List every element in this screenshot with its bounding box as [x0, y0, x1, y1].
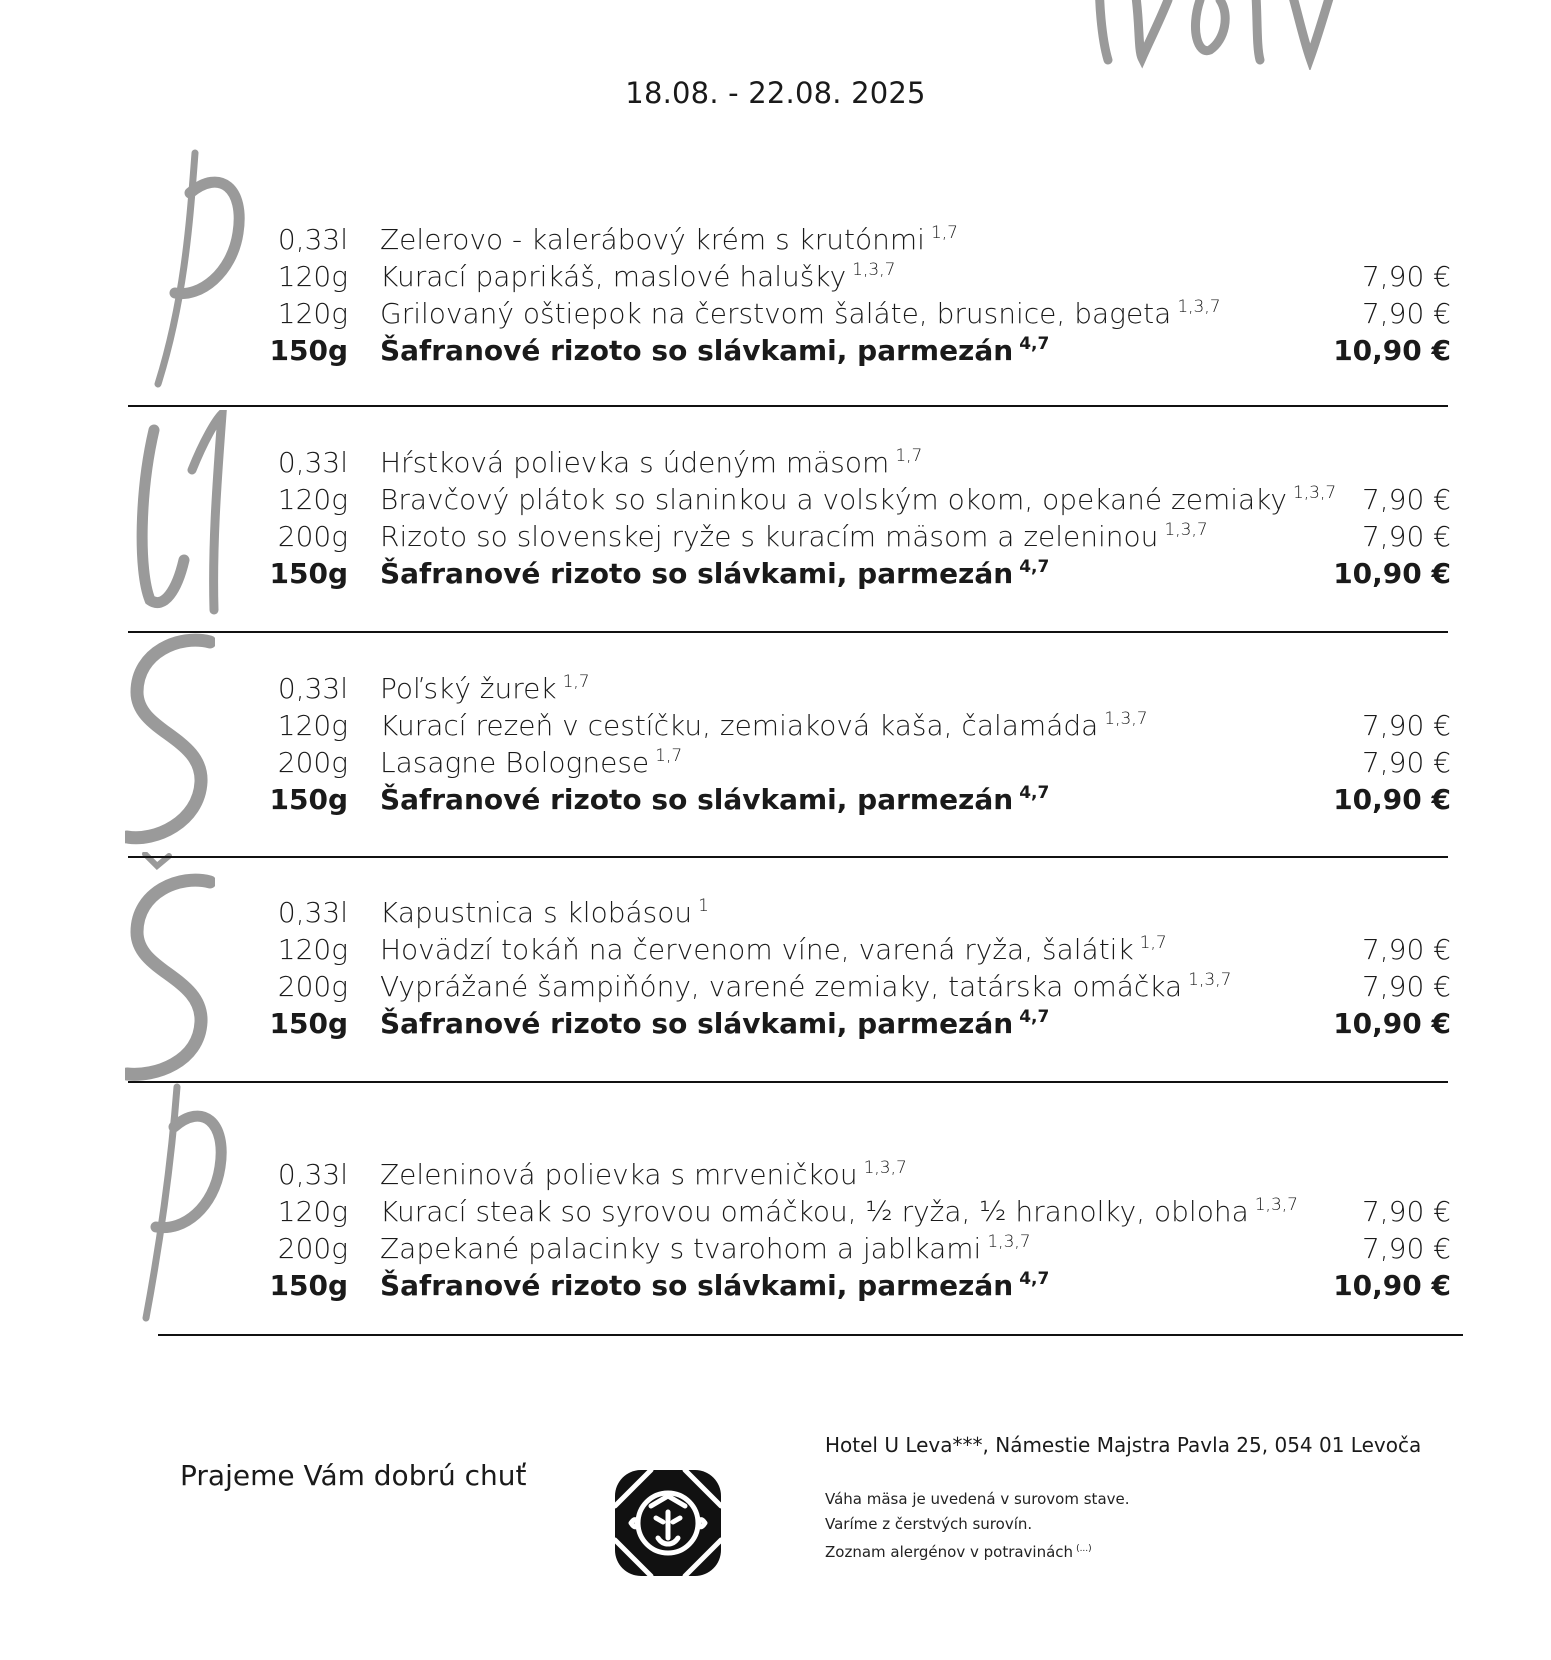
day-divider: [128, 405, 1448, 407]
soup-row: [0, 223, 1551, 260]
bon-appetit-text: Prajeme Vám dobrú chuť: [180, 1459, 527, 1492]
dish-price: 10,90 €: [1333, 1269, 1451, 1302]
note-line: Zoznam alergénov v potravinách (...): [825, 1543, 1092, 1561]
allergen-codes: 4,7: [1019, 334, 1050, 354]
main-dish-row: [0, 1232, 1551, 1269]
dish-price: 10,90 €: [1333, 334, 1451, 367]
hotel-address: Hotel U Leva***, Námestie Majstra Pavla 25, 054 01 Levoča: [825, 1433, 1422, 1457]
portion-size: 150g: [269, 1269, 348, 1302]
day-divider: [128, 1081, 1448, 1083]
portion-size: 200g: [277, 1232, 348, 1265]
dish-name: Vyprážané šampiňóny, varené zemiaky, tatárska omáčka $^{1,3,7}$: [380, 970, 1232, 1003]
dish-price: 7,90 €: [1361, 297, 1451, 330]
dish-name: Grilovaný oštiepok na čerstvom šaláte, brusnice, bageta $^{1,3,7}$: [380, 297, 1221, 330]
portion-size: 150g: [269, 783, 348, 816]
allergen-codes: 4,7: [1019, 557, 1050, 577]
main-dish-row: [0, 483, 1551, 520]
allergen-codes: 1,3,7: [852, 260, 896, 280]
portion-size: 150g: [269, 557, 348, 590]
portion-size: 0,33l: [277, 672, 348, 705]
dish-name: Kapustnica s klobásou $^1$: [380, 896, 709, 929]
dish-name: Zeleninová polievka s mrveničkou $^{1,3,7}$: [380, 1158, 907, 1191]
portion-size: 120g: [277, 483, 348, 516]
portion-size: 120g: [277, 709, 348, 742]
dish-price: 7,90 €: [1361, 483, 1451, 516]
dish-price: 10,90 €: [1333, 783, 1451, 816]
special-dish-row: [0, 557, 1551, 594]
main-dish-row: [0, 297, 1551, 334]
dish-name: Rizoto so slovenskej ryže s kuracím mäsom a zeleninou $^{1,3,7}$: [380, 520, 1208, 553]
main-dish-row: [0, 933, 1551, 970]
dish-name: Šafranové rizoto so slávkami, parmezán $^{4,7}$: [380, 557, 1050, 590]
allergen-codes: 1,3,7: [863, 1158, 907, 1178]
portion-size: 120g: [277, 260, 348, 293]
portion-size: 200g: [277, 970, 348, 1003]
allergen-codes: 4,7: [1019, 1007, 1050, 1027]
allergen-codes: 1: [698, 896, 709, 916]
allergen-codes: 1,7: [930, 223, 958, 243]
dish-name: Lasagne Bolognese $^{1,7}$: [380, 746, 683, 779]
dish-name: Šafranové rizoto so slávkami, parmezán $^{4,7}$: [380, 1007, 1050, 1040]
dish-price: 7,90 €: [1361, 709, 1451, 742]
allergen-codes: 1,3,7: [987, 1232, 1031, 1252]
portion-size: 0,33l: [277, 1158, 348, 1191]
special-dish-row: [0, 334, 1551, 371]
dish-name: Kurací rezeň v cestíčku, zemiaková kaša, čalamáda $^{1,3,7}$: [380, 709, 1148, 742]
allergen-codes: 1,3,7: [1164, 520, 1208, 540]
allergen-codes: 1,7: [655, 746, 683, 766]
day-divider: [128, 856, 1448, 858]
portion-size: 0,33l: [277, 446, 348, 479]
portion-size: 200g: [277, 520, 348, 553]
allergen-codes: 4,7: [1019, 1269, 1050, 1289]
main-dish-row: [0, 709, 1551, 746]
dish-name: Zelerovo - kalerábový krém s krutónmi $^{1,7}$: [380, 223, 958, 256]
soup-row: [0, 672, 1551, 709]
allergen-codes: 1,7: [562, 672, 590, 692]
dish-name: Šafranové rizoto so slávkami, parmezán $^{4,7}$: [380, 783, 1050, 816]
dish-price: 7,90 €: [1361, 933, 1451, 966]
dish-price: 7,90 €: [1361, 520, 1451, 553]
dish-name: Hovädzí tokáň na červenom víne, varená ryža, šalátik $^{1,7}$: [380, 933, 1167, 966]
special-dish-row: [0, 783, 1551, 820]
note-line: Varíme z čerstvých surovín.: [825, 1515, 1033, 1533]
dish-name: Šafranové rizoto so slávkami, parmezán $^{4,7}$: [380, 334, 1050, 367]
day-divider: [128, 631, 1448, 633]
main-dish-row: [0, 520, 1551, 557]
dish-name: Zapekané palacinky s tvarohom a jablkami $^{1,3,7}$: [380, 1232, 1031, 1265]
dish-price: 7,90 €: [1361, 260, 1451, 293]
allergen-codes: 1,3,7: [1188, 970, 1232, 990]
allergen-codes: 1,3,7: [1177, 297, 1221, 317]
portion-size: 150g: [269, 1007, 348, 1040]
dish-price: 10,90 €: [1333, 1007, 1451, 1040]
dish-price: 7,90 €: [1361, 1232, 1451, 1265]
dish-price: 10,90 €: [1333, 557, 1451, 590]
day-divider: [158, 1334, 1463, 1336]
allergen-codes: 1,3,7: [1254, 1195, 1298, 1215]
portion-size: 200g: [277, 746, 348, 779]
date-range: 18.08. - 22.08. 2025: [625, 76, 926, 110]
footer-notes: [825, 1487, 1130, 1565]
allergen-codes: 1,7: [1139, 933, 1167, 953]
dish-name: Šafranové rizoto so slávkami, parmezán $^{4,7}$: [380, 1269, 1050, 1302]
special-dish-row: [0, 1007, 1551, 1044]
lion-logo-icon: [611, 1466, 725, 1580]
menu-script-heading: [1080, 0, 1380, 70]
portion-size: 120g: [277, 1195, 348, 1228]
dish-price: 7,90 €: [1361, 746, 1451, 779]
main-dish-row: [0, 260, 1551, 297]
soup-row: [0, 446, 1551, 483]
dish-name: Kurací paprikáš, maslové halušky $^{1,3,7}$: [380, 260, 896, 293]
dish-name: Hŕstková polievka s údeným mäsom $^{1,7}$: [380, 446, 923, 479]
note-line: Váha mäsa je uvedená v surovom stave.: [825, 1490, 1130, 1508]
portion-size: 120g: [277, 933, 348, 966]
dish-name: Poľský žurek $^{1,7}$: [380, 672, 590, 705]
dish-price: 7,90 €: [1361, 1195, 1451, 1228]
portion-size: 0,33l: [277, 223, 348, 256]
note-marker: (...): [1076, 1544, 1092, 1554]
portion-size: 150g: [269, 334, 348, 367]
soup-row: [0, 1158, 1551, 1195]
allergen-codes: 1,3,7: [1292, 483, 1337, 503]
main-dish-row: [0, 970, 1551, 1007]
special-dish-row: [0, 1269, 1551, 1306]
allergen-codes: 4,7: [1019, 783, 1050, 803]
dish-name: Kurací steak so syrovou omáčkou, ½ ryža, ½ hranolky, obloha $^{1,3,7}$: [380, 1195, 1298, 1228]
soup-row: [0, 896, 1551, 933]
dish-name: Bravčový plátok so slaninkou a volským okom, opekané zemiaky $^{1,3,7}$: [380, 483, 1337, 516]
portion-size: 0,33l: [277, 896, 348, 929]
portion-size: 120g: [277, 297, 348, 330]
allergen-codes: 1,3,7: [1104, 709, 1148, 729]
allergen-codes: 1,7: [895, 446, 923, 466]
main-dish-row: [0, 1195, 1551, 1232]
main-dish-row: [0, 746, 1551, 783]
dish-price: 7,90 €: [1361, 970, 1451, 1003]
